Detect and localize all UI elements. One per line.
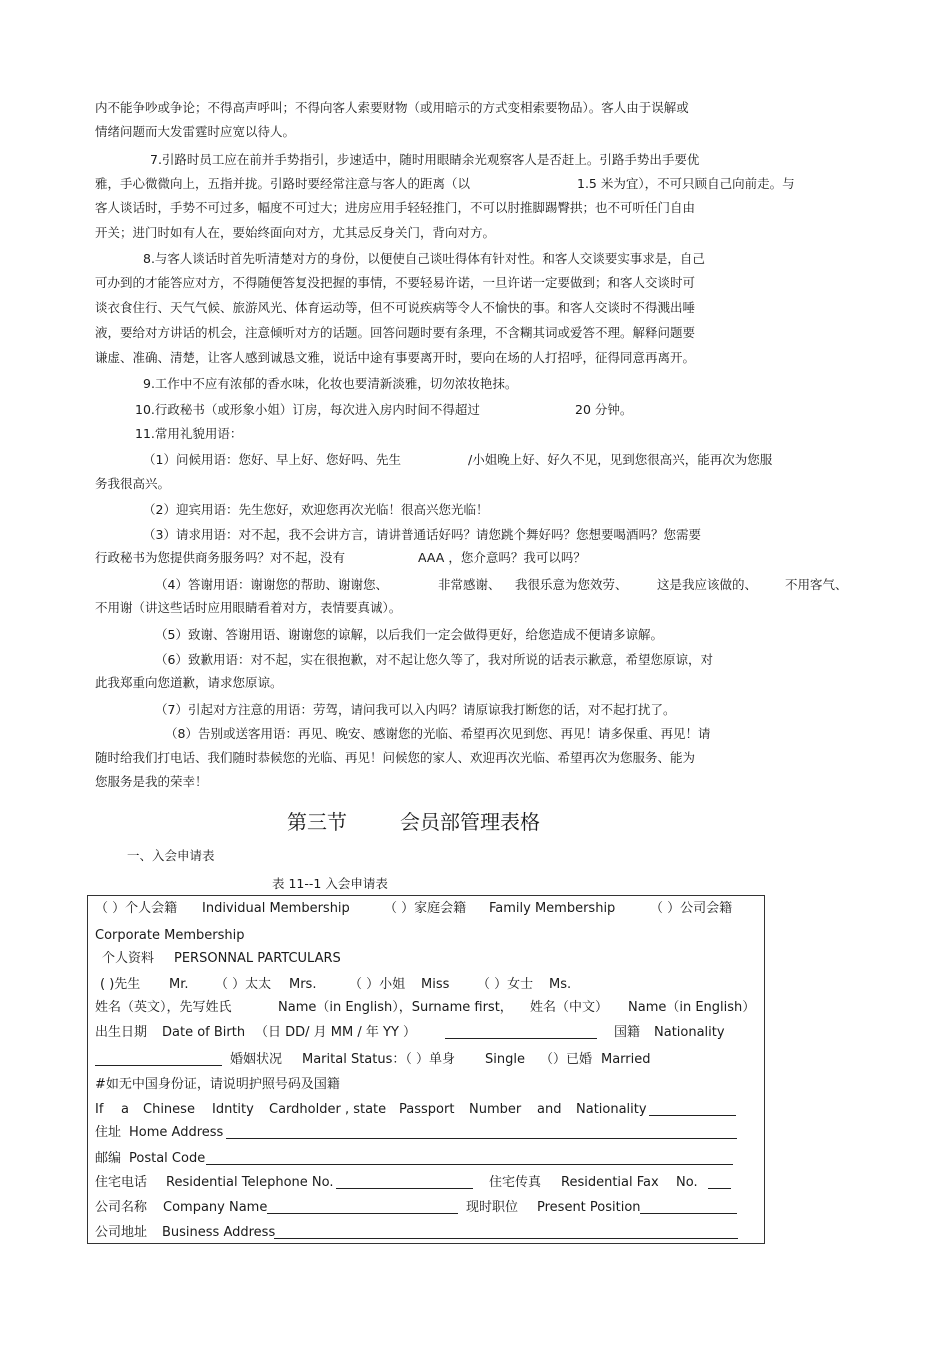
para-line: 开关；进门时如有人在，要始终面向对方，尤其忌反身关门，背向对方。 bbox=[95, 225, 496, 240]
passport-nationality-field[interactable] bbox=[649, 1102, 736, 1121]
para-line: （4）答谢用语：谢谢您的帮助、谢谢您、 bbox=[155, 577, 388, 592]
form-section-label: 个人资料 bbox=[102, 951, 155, 966]
para-line: 您服务是我的荣幸！ bbox=[95, 774, 208, 789]
para-line: （6）致歉用语：对不起，实在很抱歉，对不起让您久等了，我对所说的话表示歉意，希望您原谅，对 bbox=[155, 652, 713, 667]
form-label: Corporate Membership bbox=[95, 928, 245, 943]
checkbox-miss[interactable]: （ ）小姐 bbox=[349, 977, 406, 992]
form-label: 公司地址 bbox=[95, 1225, 148, 1240]
form-label: 住址 bbox=[95, 1125, 122, 1140]
para-line: 不用谢（讲这些话时应用眼睛看着对方，表情要真诚）。 bbox=[95, 600, 402, 615]
checkbox-corporate-membership[interactable]: （ ）公司会籍 bbox=[650, 901, 733, 916]
subsection-heading: 一、入会申请表 bbox=[127, 848, 215, 863]
form-label: 现时职位 bbox=[466, 1200, 519, 1215]
para-line: （1）问候用语：您好、早上好、您好吗、先生 bbox=[143, 452, 401, 467]
checkbox-married[interactable]: （）已婚 bbox=[540, 1052, 593, 1067]
para-line: 11.常用礼貌用语： bbox=[135, 426, 243, 441]
para-line: 务我很高兴。 bbox=[95, 476, 171, 491]
form-label: Single bbox=[485, 1052, 525, 1067]
para-line: 内不能争吵或争论；不得高声呼叫；不得向客人索要财物（或用暗示的方式变相索要物品）。客人由于误解或 bbox=[95, 100, 689, 115]
form-label: Name（in English），Surname first， bbox=[278, 1000, 513, 1015]
para-line: 10.行政秘书（或形象小姐）订房，每次进入房内时间不得超过 bbox=[135, 402, 480, 417]
form-label: No. bbox=[676, 1175, 698, 1190]
para-line: （8）告别或送客用语：再见、晚安、感谢您的光临、希望再次见到您、再见！请多保重、再见！请 bbox=[165, 726, 711, 741]
date-of-birth-field[interactable] bbox=[445, 1025, 597, 1044]
form-label: Idntity bbox=[212, 1102, 254, 1117]
para-line: /小姐晚上好、好久不见，见到您很高兴，能再次为您服 bbox=[468, 452, 773, 467]
form-label: Chinese bbox=[143, 1102, 195, 1117]
form-label: Cardholder , state bbox=[269, 1102, 387, 1117]
residential-fax-field[interactable] bbox=[708, 1175, 731, 1194]
form-label: Company Name bbox=[163, 1200, 268, 1215]
form-label: 出生日期 bbox=[95, 1025, 148, 1040]
para-line: （2）迎宾用语：先生您好，欢迎您再次光临！很高兴您光临！ bbox=[143, 502, 489, 517]
form-note: #如无中国身份证，请说明护照号码及国籍 bbox=[95, 1077, 340, 1092]
company-name-field[interactable] bbox=[267, 1200, 458, 1219]
form-label: （日 DD/ 月 MM / 年 YY ） bbox=[255, 1025, 417, 1040]
form-label: Present Position bbox=[537, 1200, 641, 1215]
checkbox-individual-membership[interactable]: （ ）个人会籍 bbox=[95, 901, 178, 916]
table-caption: 表 11--1 入会申请表 bbox=[272, 876, 388, 891]
checkbox-family-membership[interactable]: （ ）家庭会籍 bbox=[384, 901, 467, 916]
form-label: Miss bbox=[421, 977, 450, 992]
form-label: 邮编 bbox=[95, 1151, 122, 1166]
form-label: 姓名（中文） bbox=[530, 1000, 609, 1015]
form-label: Passport bbox=[399, 1102, 455, 1117]
form-label: Family Membership bbox=[489, 901, 616, 916]
para-line: 行政秘书为您提供商务服务吗？对不起，没有 bbox=[95, 550, 346, 565]
para-line: 非常感谢、 bbox=[438, 577, 501, 592]
form-label: 公司名称 bbox=[95, 1200, 148, 1215]
form-label: Number bbox=[469, 1102, 522, 1117]
form-label: Business Address bbox=[162, 1225, 276, 1240]
form-label: Mr. bbox=[169, 977, 189, 992]
postal-code-field[interactable] bbox=[206, 1151, 733, 1170]
form-label: Mrs. bbox=[289, 977, 317, 992]
para-line: 1.5 米为宜），不可只顾自己向前走。与 bbox=[577, 176, 795, 191]
home-address-field[interactable] bbox=[226, 1125, 737, 1144]
section-title: 会员部管理表格 bbox=[400, 810, 540, 834]
checkbox-ms[interactable]: （ ）女士 bbox=[477, 977, 534, 992]
para-line: 可办到的才能答应对方，不得随便答复没把握的事情，不要轻易许诺，一旦许诺一定要做到；和客人交谈时可 bbox=[95, 275, 696, 290]
para-line: 不用客气、 bbox=[785, 577, 848, 592]
para-line: 这是我应该做的、 bbox=[657, 577, 758, 592]
form-label: 国籍 bbox=[614, 1025, 641, 1040]
business-address-field[interactable] bbox=[274, 1225, 738, 1244]
form-label: Ms. bbox=[549, 977, 572, 992]
para-line: 客人谈话时，手势不可过多，幅度不可过大；进房应用手轻轻推门，不可以肘推脚踢臀拱；也不可听任门自由 bbox=[95, 200, 696, 215]
form-label: Date of Birth bbox=[162, 1025, 246, 1040]
para-line: 我很乐意为您效劳、 bbox=[515, 577, 628, 592]
para-line: 7.引路时员工应在前并手势指引，步速适中，随时用眼睛余光观察客人是否赶上。引路手势出手要优 bbox=[150, 152, 700, 167]
present-position-field[interactable] bbox=[640, 1200, 737, 1219]
form-label: Married bbox=[601, 1052, 651, 1067]
para-line: 雅，手心微微向上，五指并拢。引路时要经常注意与客人的距离（以 bbox=[95, 176, 471, 191]
form-label: Nationality bbox=[576, 1102, 647, 1117]
form-label: Residential Telephone No. bbox=[166, 1175, 334, 1190]
form-label: 婚姻状况 bbox=[230, 1052, 283, 1067]
para-line: 8.与客人谈话时首先听清楚对方的身份，以便使自己谈吐得体有针对性。和客人交谈要实事求是，自己 bbox=[143, 251, 705, 266]
form-label: Home Address bbox=[129, 1125, 224, 1140]
form-label: If bbox=[95, 1102, 104, 1117]
section-title-number: 第三节 bbox=[287, 810, 347, 834]
para-line: 液，要给对方讲话的机会，注意倾听对方的话题。回答问题时要有条理，不含糊其词或爱答不理。解释问题要 bbox=[95, 325, 696, 340]
checkbox-mrs[interactable]: （ ）太太 bbox=[215, 977, 272, 992]
para-line: （7）引起对方注意的用语：劳驾，请问我可以入内吗？请原谅我打断您的话，对不起打扰了。 bbox=[155, 702, 676, 717]
form-label: a bbox=[121, 1102, 129, 1117]
form-label: Postal Code bbox=[129, 1151, 206, 1166]
para-line: （3）请求用语：对不起，我不会讲方言，请讲普通话好吗？请您跳个舞好吗？您想要喝酒吗？您需要 bbox=[143, 527, 701, 542]
form-label: Residential Fax bbox=[561, 1175, 659, 1190]
form-label: Nationality bbox=[654, 1025, 725, 1040]
form-label: and bbox=[537, 1102, 562, 1117]
para-line: AAA ，您介意吗？我可以吗？ bbox=[418, 550, 586, 565]
para-line: 谈衣食住行、天气气候、旅游风光、体育运动等，但不可说疾病等令人不愉快的事。和客人交谈时不得溅出唾 bbox=[95, 300, 696, 315]
residential-telephone-field[interactable] bbox=[336, 1175, 473, 1194]
para-line: （5）致谢、答谢用语、谢谢您的谅解，以后我们一定会做得更好，给您造成不便请多谅解。 bbox=[155, 627, 663, 642]
form-label: Individual Membership bbox=[202, 901, 350, 916]
checkbox-mr[interactable]: ( )先生 bbox=[100, 977, 141, 992]
form-section-label: PERSONNAL PARTCULARS bbox=[174, 951, 341, 966]
para-line: 20 分钟。 bbox=[575, 402, 633, 417]
para-line: 情绪问题而大发雷霆时应宽以待人。 bbox=[95, 124, 296, 139]
form-label: 住宅电话 bbox=[95, 1175, 148, 1190]
form-label: 姓名（英文），先写姓氏 bbox=[95, 1000, 232, 1015]
para-line: 谦虚、准确、清楚，让客人感到诚恳文雅，说话中途有事要离开时，要向在场的人打招呼，征得同意再离开。 bbox=[95, 350, 696, 365]
form-label: Name（in English） bbox=[628, 1000, 756, 1015]
checkbox-single[interactable]: Marital Status：（ ）单身 bbox=[302, 1052, 456, 1067]
form-label: 住宅传真 bbox=[489, 1175, 542, 1190]
para-line: 随时给我们打电话、我们随时恭候您的光临、再见！问候您的家人、欢迎再次光临、希望再次为您服务、能为 bbox=[95, 750, 696, 765]
nationality-field[interactable] bbox=[95, 1052, 222, 1071]
para-line: 9.工作中不应有浓郁的香水味，化妆也要清新淡雅，切勿浓妆艳抹。 bbox=[143, 376, 518, 391]
para-line: 此我郑重向您道歉，请求您原谅。 bbox=[95, 675, 283, 690]
